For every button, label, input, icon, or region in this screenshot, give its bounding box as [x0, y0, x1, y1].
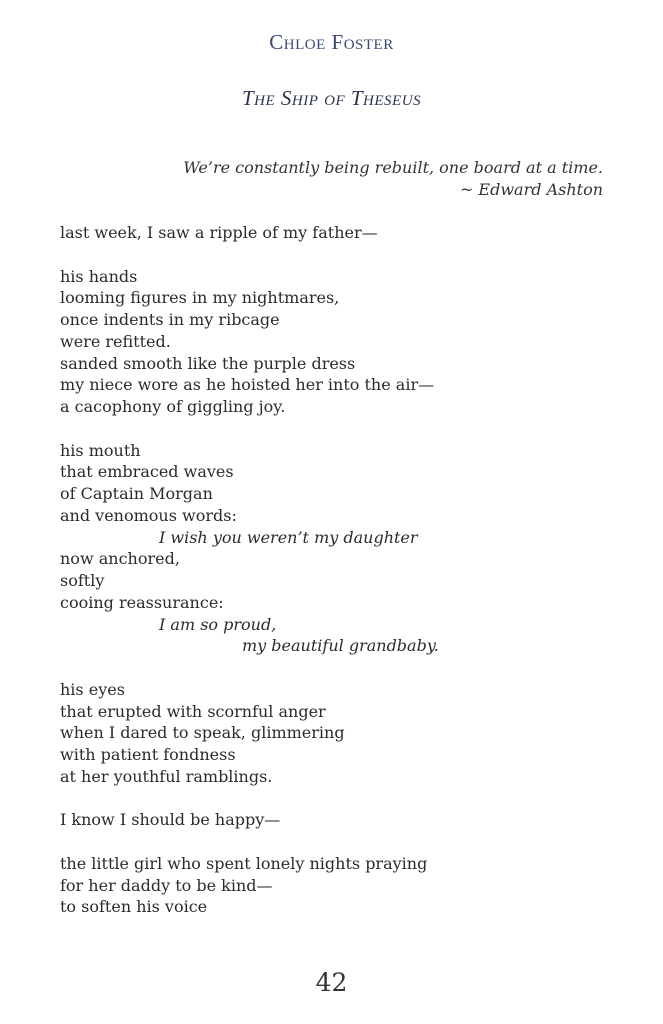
- poem-line: when I dared to speak, glimmering: [60, 723, 345, 743]
- poem-line: were refitted.: [60, 331, 171, 351]
- poem-line: last week, I saw a ripple of my father—: [60, 223, 378, 242]
- stanza: [60, 440, 620, 658]
- poem-line: that erupted with scornful anger: [60, 701, 326, 721]
- page-number: 42: [315, 968, 348, 997]
- poem-body: [60, 222, 620, 918]
- poem-line: a cacophony of giggling joy.: [60, 397, 286, 416]
- poem-line: softly: [60, 571, 105, 590]
- poem-line: at her youthful ramblings.: [60, 766, 273, 786]
- stanza: [60, 266, 620, 418]
- stanza-break: [60, 418, 620, 440]
- stanza: [60, 679, 620, 788]
- poem-line: my beautiful grandbaby.: [242, 636, 439, 656]
- poem-line: that embraced waves: [60, 462, 234, 482]
- epigraph-attribution: ~ Edward Ashton: [459, 180, 603, 199]
- poem-title: The Ship of Theseus: [241, 86, 422, 110]
- stanza-break: [60, 657, 620, 679]
- poem-line: his mouth: [60, 440, 141, 460]
- poem-line: once indents in my ribcage: [60, 310, 280, 329]
- stanza: [60, 853, 620, 918]
- stanza: [60, 809, 620, 831]
- poem-line: for her daddy to be kind—: [60, 875, 273, 895]
- poem-line: now anchored,: [60, 549, 180, 569]
- poem-line: the little girl who spent lonely nights praying: [60, 853, 428, 873]
- stanza-break: [60, 244, 620, 266]
- poem-line: his eyes: [60, 679, 125, 699]
- poem-line: I wish you weren’t my daughter: [159, 527, 418, 547]
- poem-line: to soften his voice: [60, 897, 208, 917]
- poem-line: cooing reassurance:: [60, 592, 224, 612]
- epigraph-quote: We’re constantly being rebuilt, one board at a time.: [183, 158, 603, 177]
- poem-line: and venomous words:: [60, 505, 237, 525]
- poem-line: looming figures in my nightmares,: [60, 288, 340, 308]
- poem-line: of Captain Morgan: [60, 484, 213, 503]
- poem-line: I know I should be happy—: [60, 810, 281, 830]
- stanza: [60, 222, 620, 244]
- poem-line: sanded smooth like the purple dress: [60, 353, 356, 373]
- epigraph: [183, 157, 603, 201]
- poem-line: his hands: [60, 266, 138, 286]
- poem-line: my niece wore as he hoisted her into the air—: [60, 375, 435, 395]
- author-name: Chloe Foster: [269, 30, 394, 54]
- poem-line: I am so proud,: [159, 614, 277, 634]
- poem-line: with patient fondness: [60, 745, 236, 764]
- stanza-break: [60, 831, 620, 853]
- stanza-break: [60, 788, 620, 810]
